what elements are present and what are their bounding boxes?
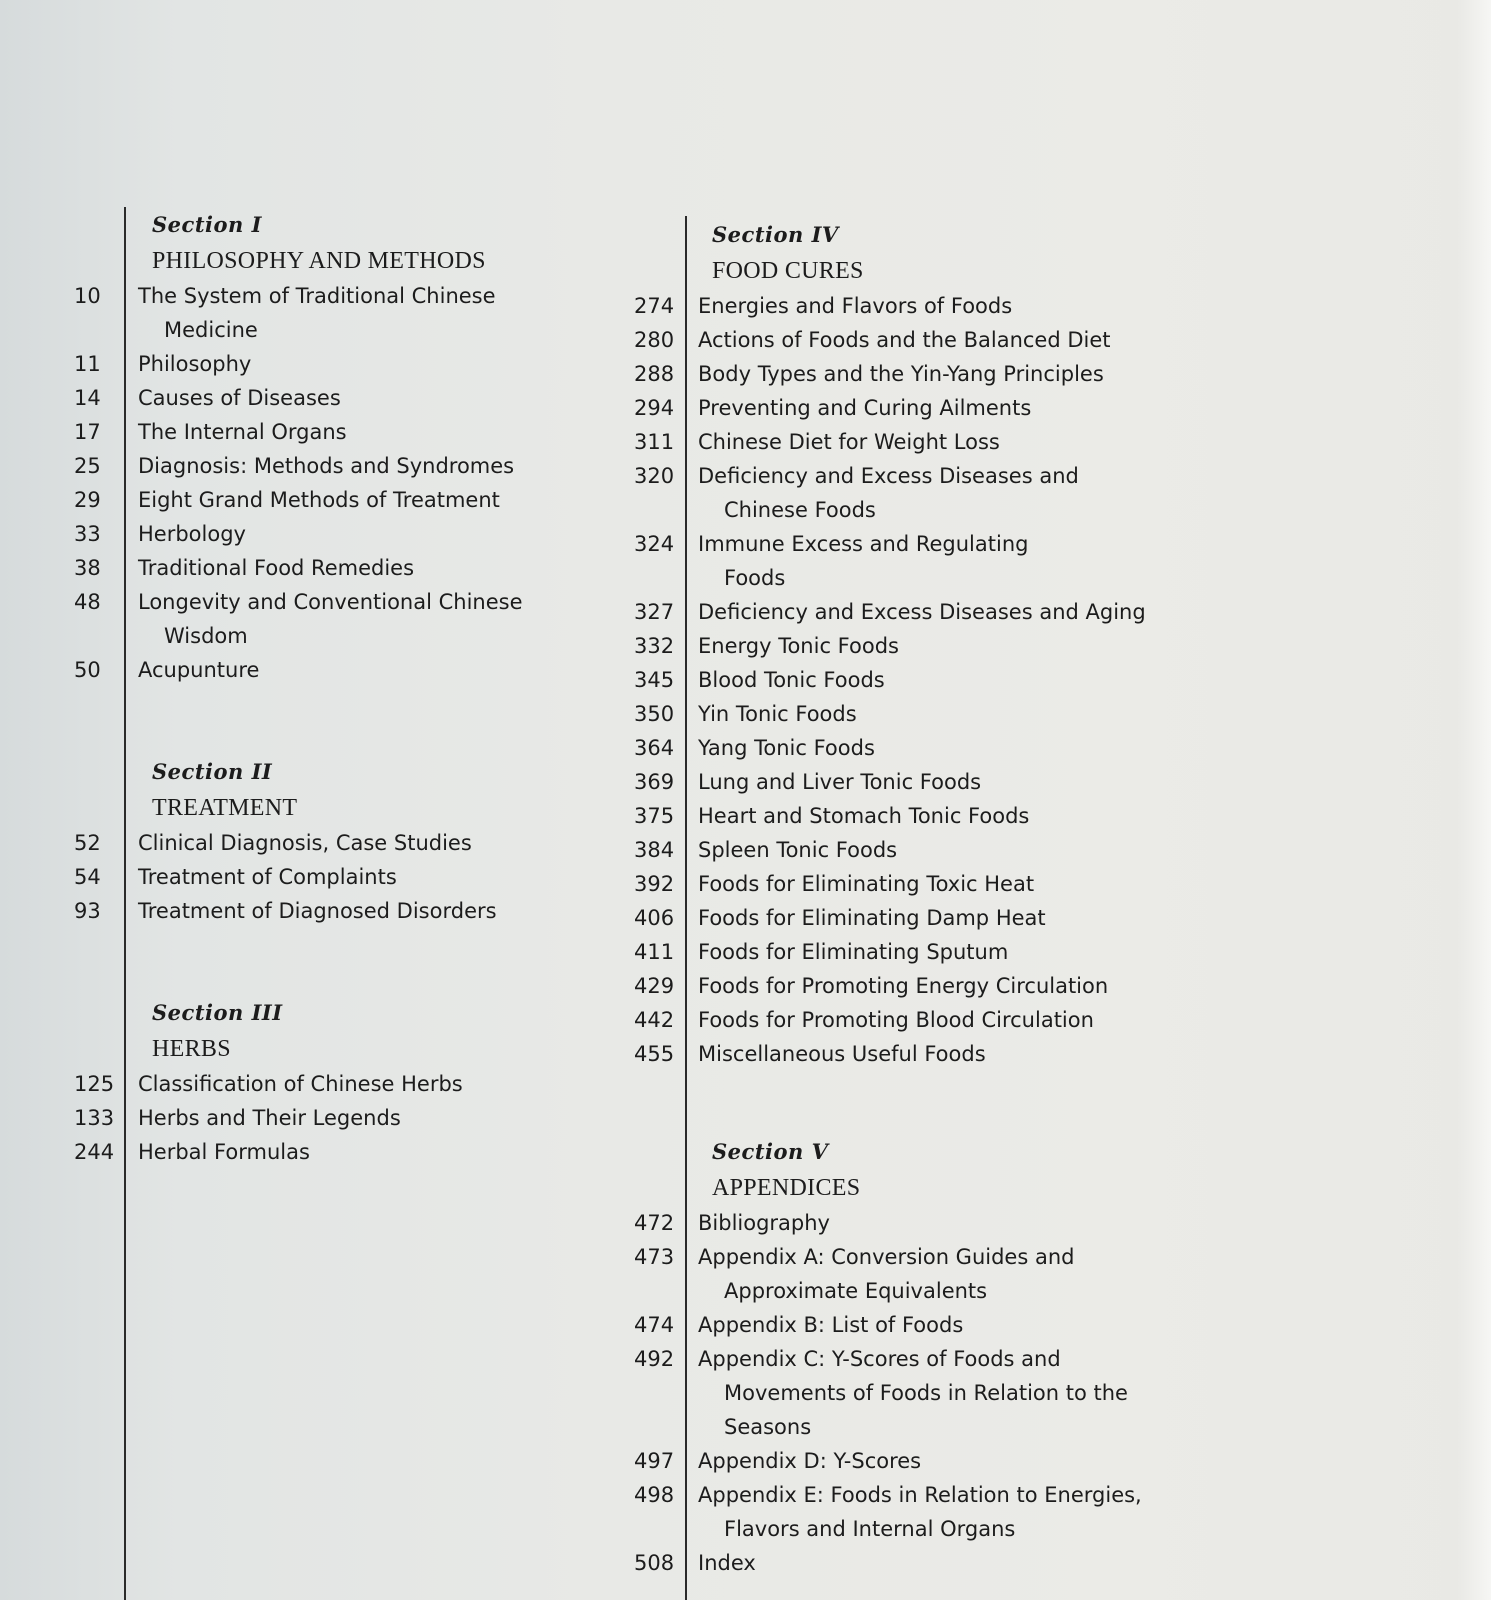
toc-entry xyxy=(60,1067,580,1101)
entry-title: Foods for Promoting Energy Circulation xyxy=(698,974,1109,998)
entry-title: Appendix E: Foods in Relation to Energies, xyxy=(698,1483,1142,1507)
page-number: 274 xyxy=(634,294,675,318)
entry-title: Miscellaneous Useful Foods xyxy=(698,1042,986,1066)
entry-title: Classification of Chinese Herbs xyxy=(138,1072,463,1096)
page-number: 17 xyxy=(74,420,101,444)
entry-title: Acupunture xyxy=(138,658,260,682)
entry-title: Index xyxy=(698,1551,756,1575)
entry-title: Traditional Food Remedies xyxy=(138,556,415,580)
entry-title: Treatment of Diagnosed Disorders xyxy=(138,899,497,923)
toc-entry xyxy=(620,357,1180,391)
entry-title: Appendix C: Y-Scores of Foods and xyxy=(698,1347,1061,1371)
toc-entry xyxy=(60,449,580,483)
section-label: Section III xyxy=(152,1000,283,1025)
toc-entry xyxy=(60,483,580,517)
toc-left-column xyxy=(60,210,580,1169)
page-number: 33 xyxy=(74,522,101,546)
page-number: 280 xyxy=(634,328,675,352)
page-number: 311 xyxy=(634,430,675,454)
toc-entry xyxy=(620,1342,1180,1444)
section-label: Section I xyxy=(152,212,262,237)
toc-entry xyxy=(60,279,580,347)
entry-title: Spleen Tonic Foods xyxy=(698,838,898,862)
toc-entry xyxy=(620,1240,1180,1308)
entry-title: Appendix D: Y-Scores xyxy=(698,1449,922,1473)
page-number: 392 xyxy=(634,872,675,896)
toc-entry xyxy=(60,1101,580,1135)
page-number: 345 xyxy=(634,668,675,692)
entry-title: Longevity and Conventional Chinese xyxy=(138,590,523,614)
toc-entry xyxy=(620,289,1180,323)
section-title: HERBS xyxy=(152,1036,231,1062)
page-number: 498 xyxy=(634,1483,675,1507)
entry-title-continued: Foods xyxy=(724,566,786,590)
page-edge-shadow xyxy=(1457,0,1491,1600)
page-number: 474 xyxy=(634,1313,675,1337)
page-number: 10 xyxy=(74,284,101,308)
section-title: APPENDICES xyxy=(712,1175,861,1201)
toc-entry xyxy=(620,459,1180,527)
section-title: TREATMENT xyxy=(152,795,298,821)
section-3 xyxy=(60,998,580,1169)
toc-entry xyxy=(620,731,1180,765)
toc-entry xyxy=(620,663,1180,697)
page-number: 324 xyxy=(634,532,675,556)
entry-title: Appendix B: List of Foods xyxy=(698,1313,964,1337)
toc-entry xyxy=(620,969,1180,1003)
entry-title-continued: Medicine xyxy=(164,318,258,342)
toc-entry xyxy=(60,826,580,860)
page-number: 473 xyxy=(634,1245,675,1269)
toc-entry xyxy=(60,347,580,381)
toc-entry xyxy=(620,935,1180,969)
toc-entry xyxy=(620,595,1180,629)
page-number: 384 xyxy=(634,838,675,862)
toc-entry xyxy=(620,1444,1180,1478)
entry-title: Deficiency and Excess Diseases and Aging xyxy=(698,600,1146,624)
page-number: 48 xyxy=(74,590,101,614)
entry-title: Herbs and Their Legends xyxy=(138,1106,401,1130)
page-number: 369 xyxy=(634,770,675,794)
entry-title-continued: Seasons xyxy=(724,1415,812,1439)
entry-title: Diagnosis: Methods and Syndromes xyxy=(138,454,515,478)
toc-entry xyxy=(620,765,1180,799)
page-number: 442 xyxy=(634,1008,675,1032)
toc-entry xyxy=(620,799,1180,833)
page-number: 52 xyxy=(74,831,101,855)
toc-entry xyxy=(60,381,580,415)
page-number: 14 xyxy=(74,386,101,410)
entry-title: Bibliography xyxy=(698,1211,830,1235)
section-label: Section V xyxy=(712,1139,829,1164)
section-label: Section IV xyxy=(712,222,839,247)
toc-entry xyxy=(620,527,1180,595)
entry-title: Foods for Eliminating Sputum xyxy=(698,940,1009,964)
entry-title: The System of Traditional Chinese xyxy=(138,284,496,308)
entry-title: Actions of Foods and the Balanced Diet xyxy=(698,328,1111,352)
page-number: 472 xyxy=(634,1211,675,1235)
toc-entry xyxy=(60,551,580,585)
entry-title: Yin Tonic Foods xyxy=(698,702,857,726)
toc-entry xyxy=(620,323,1180,357)
entry-title: Herbology xyxy=(138,522,246,546)
toc-entry xyxy=(620,425,1180,459)
page-number: 38 xyxy=(74,556,101,580)
page-number: 25 xyxy=(74,454,101,478)
page-number: 294 xyxy=(634,396,675,420)
toc-entry xyxy=(620,1478,1180,1546)
entry-title: The Internal Organs xyxy=(138,420,347,444)
toc-entry xyxy=(620,1003,1180,1037)
entry-title: Body Types and the Yin-Yang Principles xyxy=(698,362,1104,386)
toc-entry xyxy=(60,415,580,449)
entry-title-continued: Wisdom xyxy=(164,624,248,648)
page-number: 429 xyxy=(634,974,675,998)
page-number: 497 xyxy=(634,1449,675,1473)
toc-entry xyxy=(620,391,1180,425)
page-number: 406 xyxy=(634,906,675,930)
page-number: 327 xyxy=(634,600,675,624)
page-number: 50 xyxy=(74,658,101,682)
toc-entry xyxy=(620,697,1180,731)
toc-entry xyxy=(620,901,1180,935)
page-number: 508 xyxy=(634,1551,675,1575)
entry-title: Eight Grand Methods of Treatment xyxy=(138,488,500,512)
page-number: 492 xyxy=(634,1347,675,1371)
entry-title: Energies and Flavors of Foods xyxy=(698,294,1013,318)
toc-entry xyxy=(60,860,580,894)
entry-title: Lung and Liver Tonic Foods xyxy=(698,770,982,794)
toc-entry xyxy=(60,517,580,551)
toc-entry xyxy=(620,1546,1180,1580)
entry-title: Heart and Stomach Tonic Foods xyxy=(698,804,1030,828)
page-number: 288 xyxy=(634,362,675,386)
toc-entry xyxy=(620,629,1180,663)
toc-entry xyxy=(620,1206,1180,1240)
page-number: 29 xyxy=(74,488,101,512)
page-number: 11 xyxy=(74,352,101,376)
entry-title: Chinese Diet for Weight Loss xyxy=(698,430,1000,454)
entry-title-continued: Chinese Foods xyxy=(724,498,876,522)
entry-title: Foods for Promoting Blood Circulation xyxy=(698,1008,1094,1032)
section-2 xyxy=(60,757,580,928)
toc-entry xyxy=(60,653,580,687)
page-number: 54 xyxy=(74,865,101,889)
page-number: 244 xyxy=(74,1140,115,1164)
entry-title: Philosophy xyxy=(138,352,252,376)
page-number: 364 xyxy=(634,736,675,760)
toc-entry xyxy=(60,1135,580,1169)
page-number: 320 xyxy=(634,464,675,488)
page-number: 375 xyxy=(634,804,675,828)
page-number: 411 xyxy=(634,940,675,964)
page-number: 125 xyxy=(74,1072,115,1096)
entry-title: Foods for Eliminating Toxic Heat xyxy=(698,872,1035,896)
entry-title: Causes of Diseases xyxy=(138,386,341,410)
entry-title: Immune Excess and Regulating xyxy=(698,532,1029,556)
entry-title: Clinical Diagnosis, Case Studies xyxy=(138,831,472,855)
section-title: PHILOSOPHY AND METHODS xyxy=(152,248,486,274)
entry-title: Appendix A: Conversion Guides and xyxy=(698,1245,1075,1269)
entry-title: Preventing and Curing Ailments xyxy=(698,396,1032,420)
toc-entry xyxy=(620,1308,1180,1342)
entry-title: Energy Tonic Foods xyxy=(698,634,899,658)
toc-entry xyxy=(60,585,580,653)
entry-title: Treatment of Complaints xyxy=(138,865,397,889)
section-4 xyxy=(620,220,1180,1071)
entry-title: Herbal Formulas xyxy=(138,1140,310,1164)
entry-title-continued: Flavors and Internal Organs xyxy=(724,1517,1016,1541)
entry-title: Foods for Eliminating Damp Heat xyxy=(698,906,1046,930)
entry-title: Deficiency and Excess Diseases and xyxy=(698,464,1079,488)
entry-title-continued: Movements of Foods in Relation to the xyxy=(724,1381,1128,1405)
entry-title: Blood Tonic Foods xyxy=(698,668,885,692)
toc-entry xyxy=(620,833,1180,867)
entry-title: Yang Tonic Foods xyxy=(698,736,875,760)
toc-entry xyxy=(620,867,1180,901)
page-number: 133 xyxy=(74,1106,115,1130)
entry-title-continued: Approximate Equivalents xyxy=(724,1279,988,1303)
section-label: Section II xyxy=(152,759,273,784)
page-number: 93 xyxy=(74,899,101,923)
toc-right-column xyxy=(620,220,1180,1580)
section-title: FOOD CURES xyxy=(712,258,864,284)
section-1 xyxy=(60,210,580,687)
page-number: 455 xyxy=(634,1042,675,1066)
toc-entry xyxy=(620,1037,1180,1071)
page-number: 350 xyxy=(634,702,675,726)
section-5 xyxy=(620,1137,1180,1580)
page-number: 332 xyxy=(634,634,675,658)
toc-entry xyxy=(60,894,580,928)
